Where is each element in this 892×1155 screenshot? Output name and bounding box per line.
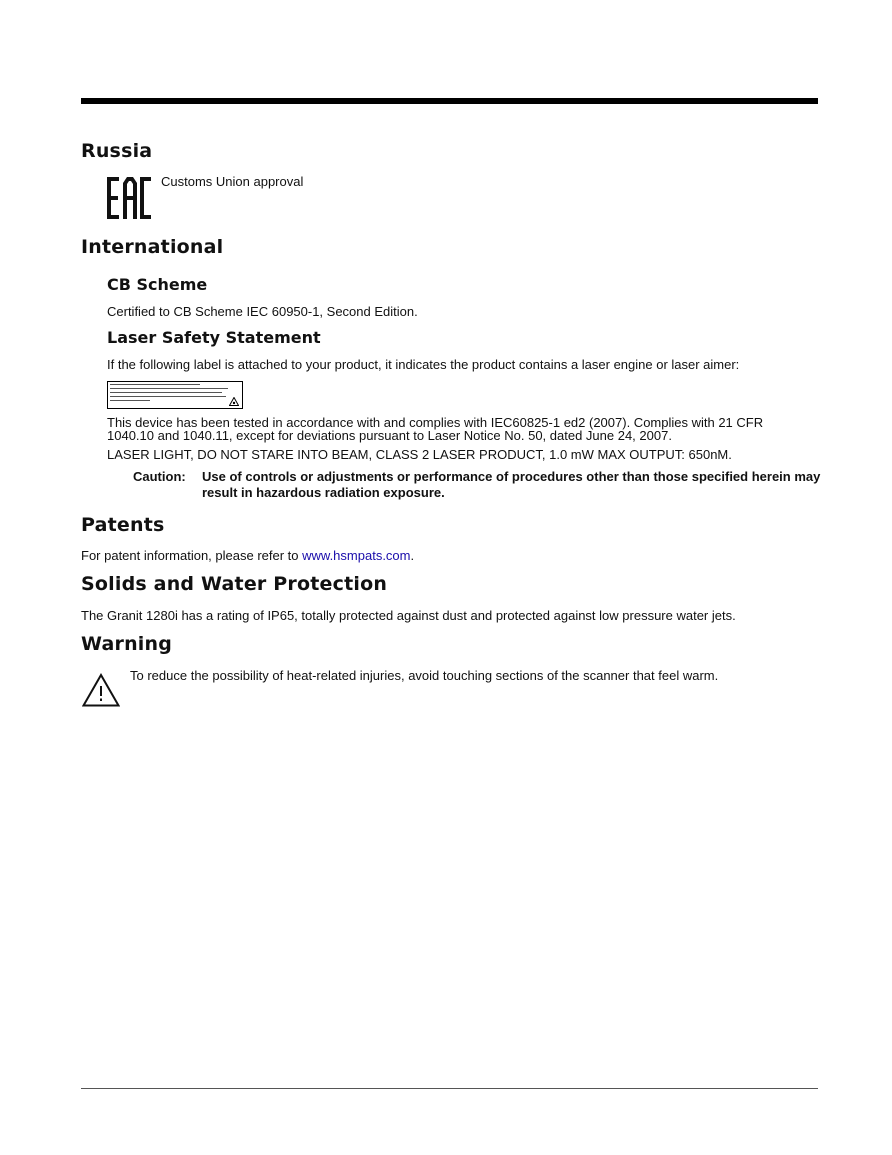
patents-heading: Patents: [81, 514, 165, 536]
russia-text: Customs Union approval: [161, 174, 304, 189]
cb-scheme-text: Certified to CB Scheme IEC 60950-1, Second Edition.: [107, 304, 418, 319]
caution-line-2: result in hazardous radiation exposure.: [202, 485, 445, 500]
patents-text: [81, 548, 414, 563]
solids-heading: Solids and Water Protection: [81, 573, 388, 595]
solids-text: The Granit 1280i has a rating of IP65, totally protected against dust and protected against low pressure water jets.: [81, 608, 736, 623]
footer-rule: [81, 1088, 818, 1089]
laser-compliance-line-1: This device has been tested in accordance with and complies with IEC60825-1 ed2 (2007). Complies with 21 CFR: [107, 415, 764, 430]
international-heading: International: [81, 236, 224, 258]
caution-line-1: Use of controls or adjustments or performance of procedures other than those specified herein may: [202, 469, 821, 484]
russia-heading: Russia: [81, 140, 153, 162]
warning-heading: Warning: [81, 633, 173, 655]
cb-scheme-heading: CB Scheme: [107, 275, 208, 294]
laser-compliance-line-2: 1040.10 and 1040.11, except for deviations pursuant to Laser Notice No. 50, dated June 24, 2007.: [107, 428, 672, 443]
patents-text-before: For patent information, please refer to: [81, 548, 303, 563]
patents-text-after: .: [410, 548, 415, 563]
patents-link[interactable]: www.hsmpats.com: [302, 548, 411, 563]
laser-warning-label-icon: [107, 381, 243, 409]
laser-warning-text: LASER LIGHT, DO NOT STARE INTO BEAM, CLASS 2 LASER PRODUCT, 1.0 mW MAX OUTPUT: 650nM.: [107, 447, 732, 462]
eac-mark-icon: [107, 177, 151, 219]
warning-triangle-icon: [82, 673, 120, 707]
warning-text: To reduce the possibility of heat-related injuries, avoid touching sections of the scanner that feel warm.: [130, 668, 719, 683]
caution-label: Caution:: [133, 469, 186, 484]
top-rule: [81, 98, 818, 104]
laser-heading: Laser Safety Statement: [107, 328, 321, 347]
laser-intro: If the following label is attached to your product, it indicates the product contains a laser engine or laser aimer:: [107, 357, 740, 372]
